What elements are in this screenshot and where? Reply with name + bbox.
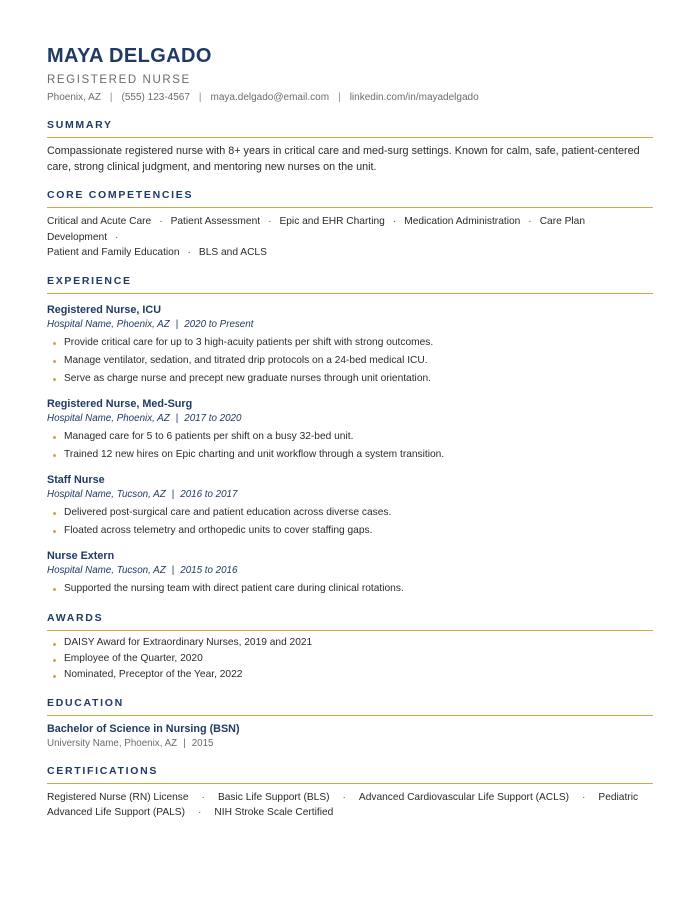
school-name: University Name, Phoenix, AZ [47, 737, 178, 749]
list-separator: · [342, 791, 346, 803]
job-entry [47, 303, 653, 388]
list-separator: · [198, 807, 202, 818]
competency-item: Patient and Family Education [47, 247, 180, 258]
job-dates: 2017 to 2020 [184, 412, 242, 424]
contact-email[interactable]: maya.delgado@email.com [210, 92, 330, 103]
job-bullets [47, 428, 653, 464]
list-separator: · [201, 791, 205, 803]
contact-location: Phoenix, AZ [47, 92, 101, 103]
competencies-section [47, 189, 653, 261]
certification-item: Advanced Cardiovascular Life Support (ACLS) [358, 791, 570, 803]
meta-separator: | [171, 564, 175, 576]
certification-item: NIH Stroke Scale Certified [214, 807, 334, 818]
competency-item: Patient Assessment [170, 216, 261, 227]
job-dates: 2015 to 2016 [180, 564, 238, 576]
contact-separator: | [109, 92, 113, 103]
summary-section [47, 119, 653, 175]
contact-line [47, 91, 653, 105]
meta-separator: | [171, 488, 175, 500]
meta-separator: | [175, 412, 179, 424]
job-employer: Hospital Name, Tucson, AZ [47, 488, 166, 500]
list-separator: · [187, 247, 191, 258]
job-employer: Hospital Name, Phoenix, AZ [47, 318, 170, 330]
job-bullet: Provide critical care for up to 3 high-acuity patients per shift with strong outcomes. [47, 334, 653, 352]
job-title: Registered Nurse, Med-Surg [47, 397, 193, 410]
graduation-year: 2015 [191, 737, 214, 749]
contact-separator: | [338, 92, 341, 103]
experience-section [47, 275, 653, 598]
job-meta [47, 412, 653, 426]
certification-item: Basic Life Support (BLS) [217, 791, 330, 803]
job-bullet: Managed care for 5 to 6 patients per shift on a busy 32-bed unit. [47, 428, 653, 446]
section-title-experience: EXPERIENCE [47, 275, 653, 294]
job-employer: Hospital Name, Phoenix, AZ [47, 412, 170, 424]
awards-list [47, 635, 653, 683]
list-separator: · [159, 216, 163, 227]
section-title-certifications: CERTIFICATIONS [47, 765, 653, 784]
job-title: Registered Nurse, ICU [47, 303, 161, 316]
job-bullet: Trained 12 new hires on Epic charting and unit workflow through a system transition. [47, 446, 653, 464]
job-bullet: Floated across telemetry and orthopedic units to cover staffing gaps. [47, 522, 653, 540]
section-title-education: EDUCATION [47, 697, 653, 716]
list-separator: · [268, 216, 272, 227]
competency-item: Care Plan Development [47, 216, 586, 243]
job-entry [47, 549, 653, 598]
job-bullets [47, 334, 653, 388]
resume-header [47, 44, 653, 105]
job-meta [47, 318, 653, 332]
job-title: Staff Nurse [47, 473, 105, 486]
list-separator: · [528, 216, 532, 227]
certifications-section [47, 765, 653, 821]
job-dates: 2016 to 2017 [180, 488, 238, 500]
job-employer: Hospital Name, Tucson, AZ [47, 564, 166, 576]
job-title: Nurse Extern [47, 549, 115, 562]
degree-title: Bachelor of Science in Nursing (BSN) [47, 722, 240, 735]
award-item: DAISY Award for Extraordinary Nurses, 2019 and 2021 [47, 635, 653, 651]
meta-separator: | [175, 318, 179, 330]
list-separator: · [115, 231, 119, 243]
job-bullet: Supported the nursing team with direct patient care during clinical rotations. [47, 580, 653, 598]
awards-section [47, 612, 653, 683]
section-title-summary: SUMMARY [47, 119, 653, 138]
candidate-role: REGISTERED NURSE [47, 74, 191, 86]
section-title-competencies: CORE COMPETENCIES [47, 189, 653, 208]
job-entry [47, 397, 653, 464]
job-meta [47, 488, 653, 502]
meta-separator: | [183, 737, 186, 749]
contact-phone: (555) 123-4567 [121, 92, 190, 103]
award-item: Employee of the Quarter, 2020 [47, 651, 653, 667]
job-entry [47, 473, 653, 540]
job-bullet: Serve as charge nurse and precept new graduate nurses through unit orientation. [47, 370, 653, 388]
education-meta [47, 737, 653, 751]
job-meta [47, 564, 653, 578]
competency-item: Medication Administration [404, 216, 521, 227]
job-dates: 2020 to Present [184, 318, 254, 330]
education-section [47, 697, 653, 751]
list-separator: · [392, 216, 397, 227]
competency-item: BLS and ACLS [198, 247, 267, 258]
section-title-awards: AWARDS [47, 612, 653, 631]
award-item: Nominated, Preceptor of the Year, 2022 [47, 667, 653, 683]
competency-item: Epic and EHR Charting [279, 216, 385, 227]
contact-linkedin[interactable]: linkedin.com/in/mayadelgado [349, 92, 479, 103]
job-bullets [47, 580, 653, 598]
certification-item: Pediatric Advanced Life Support (PALS) [47, 791, 639, 818]
job-bullets [47, 504, 653, 540]
competency-item: Critical and Acute Care [47, 216, 152, 227]
certification-item: Registered Nurse (RN) License [47, 791, 189, 803]
list-separator: · [582, 791, 586, 803]
contact-separator: | [198, 92, 202, 103]
certifications-list [47, 790, 653, 821]
summary-text: Compassionate registered nurse with 8+ years in critical care and med-surg settings. Known for calm, safe, patient-centered care, strong clinical judgment, and mentoring new nurses on the unit. [47, 145, 640, 173]
job-bullet: Delivered post-surgical care and patient education across diverse cases. [47, 504, 653, 522]
job-bullet: Manage ventilator, sedation, and titrated drip protocols on a 24-bed medical ICU. [47, 352, 653, 370]
competencies-list [47, 214, 653, 261]
candidate-name: MAYA DELGADO [47, 45, 212, 67]
